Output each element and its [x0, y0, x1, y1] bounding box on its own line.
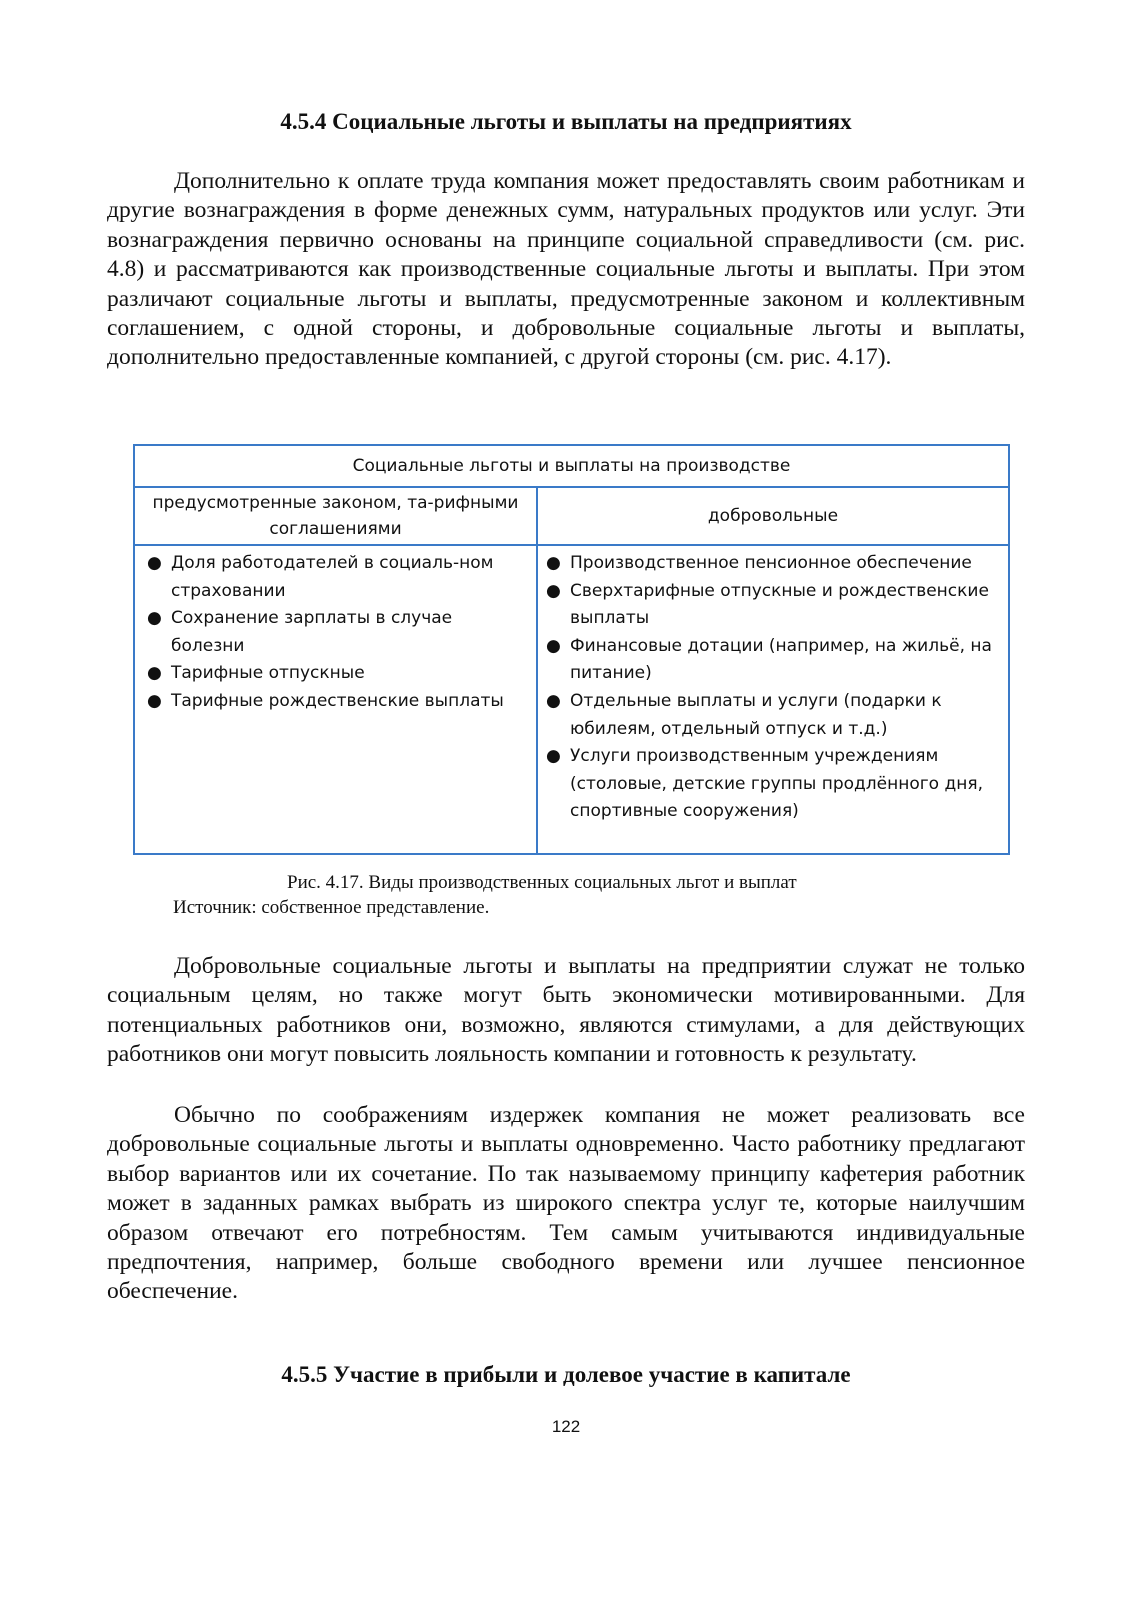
list-item [542, 633, 1000, 688]
document-page [107, 0, 1025, 1601]
list-item-text: Услуги производственным учреждениям (столовые, детские группы продлённого дня, спортивные сооружения) [570, 746, 983, 822]
bullet-icon: ● [147, 608, 162, 629]
section-heading: 4.5.5 Участие в прибыли и долевое участие в капитале [281, 1362, 851, 1387]
list-item [542, 743, 1000, 826]
list-item-text: Производственное пенсионное обеспечение [570, 553, 972, 573]
statutory-benefits-list [143, 550, 526, 716]
statutory-column [135, 546, 538, 855]
list-item [143, 688, 526, 716]
bullet-icon: ● [147, 663, 162, 684]
list-item [143, 660, 526, 688]
bullet-icon: ● [546, 690, 561, 711]
list-item [542, 578, 1000, 633]
figure-table-body [135, 546, 1008, 855]
list-item-text: Доля работодателей в социаль-ном страховании [171, 553, 494, 601]
list-item [542, 688, 1000, 743]
list-item-text: Сохранение зарплаты в случае болезни [171, 608, 453, 656]
list-item-text: Финансовые дотации (например, на жильё, на питание) [570, 635, 992, 684]
bullet-icon: ● [546, 580, 561, 601]
page-number: 122 [551, 1417, 581, 1436]
figure-table-subheaders [135, 488, 1008, 546]
list-item-text: Тарифные рождественские выплаты [171, 690, 504, 711]
body-paragraph: Дополнительно к оплате труда компания может предоставлять своим работникам и другие вознаграждения в форме денежных сумм, натуральных продуктов или услуг. Эти вознаграждения первично основаны на принципе социальной справедливости (см. рис. 4.8) и рассматриваются как производственные социальные льготы и выплаты. При этом различают социальные льготы и выплаты, предусмотренные законом и коллективным соглашением, с одной стороны, и добровольные социальные льготы и выплаты, дополнительно предоставленные компанией, с другой стороны (см. рис. 4.17). [107, 168, 1025, 371]
figure-caption: Рис. 4.17. Виды производственных социальных льгот и выплат [287, 872, 797, 893]
statutory-column-header: предусмотренные законом, та-рифными соглашениями [135, 488, 538, 544]
figure-source: Источник: собственное представление. [173, 897, 490, 918]
figure-table-header: Социальные льготы и выплаты на производстве [135, 446, 1008, 488]
list-item [542, 550, 1000, 578]
body-paragraph: Добровольные социальные льготы и выплаты на предприятии служат не только социальным целям, но также могут быть экономически мотивированными. Для потенциальных работников они, возможно, являются стимулами, а для действующих работников они могут повысить лояльность компании и готовность к результату. [107, 953, 1025, 1068]
bullet-icon: ● [147, 690, 162, 711]
bullet-icon: ● [147, 553, 162, 573]
list-item-text: Отдельные выплаты и услуги (подарки к юбилеям, отдельный отпуск и т.д.) [570, 690, 942, 739]
voluntary-benefits-list [542, 550, 1000, 826]
section-heading: 4.5.4 Социальные льготы и выплаты на предприятиях [280, 109, 852, 134]
bullet-icon: ● [546, 635, 561, 656]
list-item [143, 605, 526, 660]
body-paragraph: Обычно по соображениям издержек компания не может реализовать все добровольные социальные льготы и выплаты одновременно. Часто работнику предлагают выбор вариантов или их сочетание. По так называемому принципу кафетерия работник может в заданных рамках выбрать из широкого спектра услуг те, которые наилучшим образом отвечают его потребностям. Тем самым учитываются индивидуальные предпочтения, например, больше свободного времени или лучшее пенсионное обеспечение. [107, 1102, 1025, 1305]
voluntary-column [538, 546, 1008, 855]
bullet-icon: ● [546, 746, 561, 767]
list-item-text: Тарифные отпускные [171, 663, 365, 684]
bullet-icon: ● [546, 553, 561, 573]
voluntary-column-header: добровольные [707, 506, 839, 526]
list-item [143, 550, 526, 605]
list-item-text: Сверхтарифные отпускные и рождественские выплаты [570, 580, 989, 629]
benefits-figure-table [133, 444, 1010, 855]
